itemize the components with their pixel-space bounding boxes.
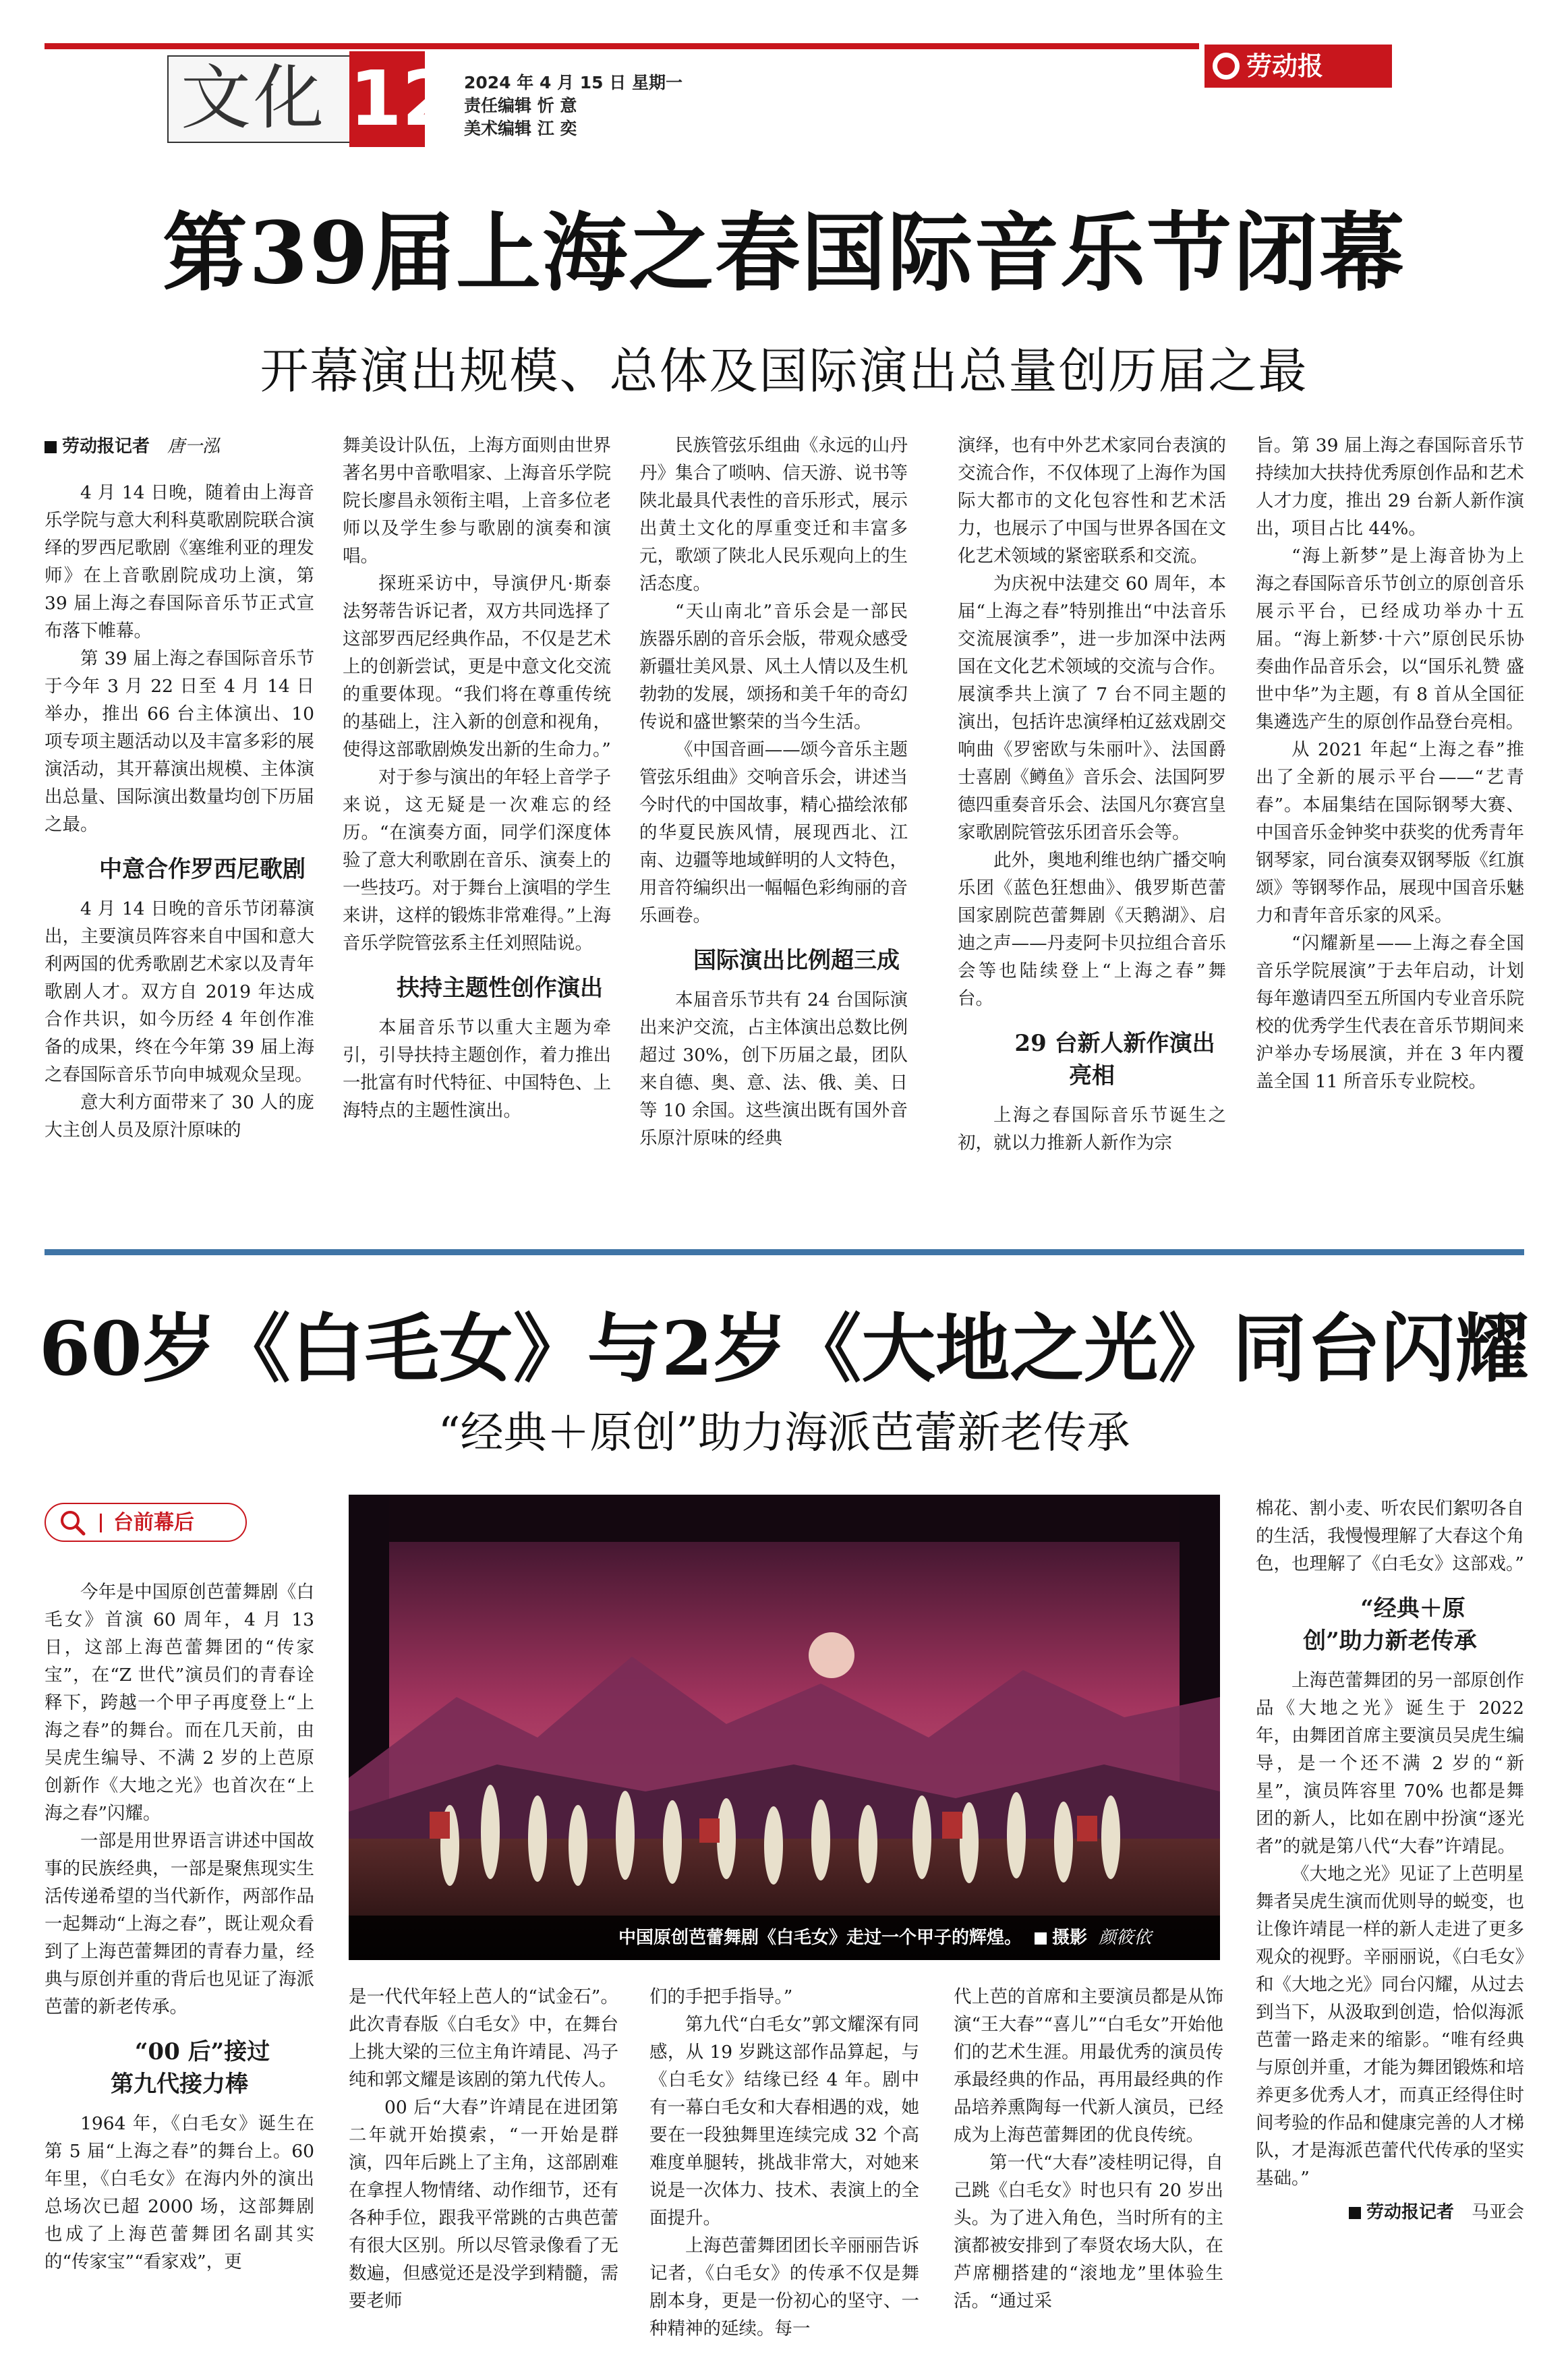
- ballet-photo: [349, 1495, 1220, 1960]
- article2-col4: [954, 1983, 1223, 2315]
- art-editor-line: 美术编辑 江 奕: [464, 119, 577, 138]
- article2-col5: [1256, 1495, 1524, 2227]
- ballet-stage-image: [349, 1495, 1220, 1960]
- paragraph: 代上芭的首席和主要演员都是从饰演“王大春”“喜儿”“白毛女”开始他们的艺术生涯。用最优秀的演员传承最经典的作品，再用最经典的作品培养熏陶每一代新人演员，已经成为上海芭蕾舞团的优良传统。: [954, 1986, 1223, 2146]
- paragraph: “闪耀新星——上海之春全国音乐学院展演”于去年启动，计划每年邀请四至五所国内专业音乐院校的优秀学生代表在音乐节期间来沪举办专场展演，并在 3 年内覆盖全国 11 所音乐专业院校。: [1256, 933, 1524, 1092]
- article2-headline: 60岁《白毛女》与2岁《大地之光》同台闪耀: [38, 1305, 1530, 1392]
- tag-divider: [100, 1514, 102, 1532]
- article1-col1: [45, 432, 314, 1144]
- paper-name: 劳动报: [1246, 51, 1324, 81]
- byline-square-icon: [45, 441, 57, 453]
- logo-icon: [1213, 53, 1240, 80]
- article1-byline: 劳动报记者 唐一泓: [45, 432, 314, 461]
- issue-date: 2024 年 4 月 15 日 星期一: [464, 73, 683, 92]
- paragraph: 1964 年，《白毛女》诞生在第 5 届“上海之春”的舞台上。60 年里，《白毛女》在海内外的演出总场次已超 2000 场，这部舞剧也成了上海芭蕾舞团名副其实的“传家宝”“看家戏”，更: [45, 2113, 314, 2272]
- subhead: 扶持主题性创作演出: [397, 975, 603, 1002]
- byline-name: 马亚会: [1471, 2202, 1524, 2222]
- paragraph: 上海芭蕾舞团的另一部原创作品《大地之光》诞生于 2022 年，由舞团首席主要演员吴虎生编导，是一个还不满 2 岁的“新星”，演员阵容里 70% 也都是舞团的新人，比如在剧中扮演“逐光者”的就是第八代“大春”许靖昆。: [1256, 1670, 1524, 1857]
- photo-credit-signature: 颜筱依: [1099, 1928, 1152, 1948]
- editor-line: 责任编辑 忻 意: [464, 96, 577, 115]
- tag-label: 台前幕后: [113, 1511, 194, 1534]
- subhead: 中意合作罗西尼歌剧: [99, 856, 306, 883]
- paragraph: 从 2021 年起“上海之春”推出了全新的展示平台——“艺青春”。本届集结在国际钢琴大赛、中国音乐金钟奖中获奖的优秀青年钢琴家，同台演奏双钢琴版《红旗颂》等钢琴作品，展现中国音乐魅力和青年音乐家的风采。: [1256, 739, 1524, 926]
- section-name: 文化: [167, 55, 349, 143]
- paragraph: 为庆祝中法建交 60 周年，本届“上海之春”特别推出“中法音乐交流展演季”，进一步加深中法两国在文化艺术领域的交流与合作。展演季共上演了 7 台不同主题的演出，包括许忠演绎柏辽兹戏剧交响曲《罗密欧与朱丽叶》、法国爵士喜剧《鳟鱼》音乐会、法国阿罗德四重奏音乐会、法国凡尔赛宫皇家歌剧院管弦乐团音乐会等。: [958, 573, 1226, 843]
- paragraph: 们的手把手指导。”: [649, 1986, 793, 2007]
- paragraph: 《中国音画——颂今音乐主题管弦乐组曲》交响音乐会，讲述当今时代的中国故事，精心描绘浓郁的华夏民族风情，展现西北、江南、边疆等地域鲜明的人文特色，用音符编织出一幅幅色彩绚丽的音乐画卷。: [639, 739, 908, 926]
- paragraph: 探班采访中，导演伊凡·斯泰法努蒂告诉记者，双方共同选择了这部罗西尼经典作品，不仅是艺术上的创新尝试，更是中意文化交流的重要体现。“我们将在尊重传统的基础上，注入新的创意和视角，使得这部歌剧焕发出新的生命力。”: [343, 573, 611, 760]
- subhead: “经典＋原创”助力新老传承: [1303, 1595, 1477, 1655]
- article1-subheadline: 开幕演出规模、总体及国际演出总量创历届之最: [260, 343, 1308, 399]
- paragraph: 今年是中国原创芭蕾舞剧《白毛女》首演 60 周年，4 月 13 日，这部上海芭蕾舞团的“传家宝”，在“Z 世代”演员们的青春诠释下，跨越一个甲子再度登上“上海之春”的舞台。而在几天前，由吴虎生编导、不满 2 岁的上芭原创新作《大地之光》也首次在“上海之春”闪耀。: [45, 1582, 314, 1824]
- byline-square-icon: [1349, 2207, 1361, 2219]
- article2-byline: 劳动报记者 马亚会: [1256, 2197, 1524, 2227]
- article2-subheadline: “经典＋原创”助力海派芭蕾新老传承: [438, 1408, 1130, 1458]
- paragraph: 4 月 14 日晚，随着由上海音乐学院与意大利科莫歌剧院联合演绎的罗西尼歌剧《塞维利亚的理发师》在上音歌剧院成功上演，第 39 届上海之春国际音乐节正式宣布落下帷幕。: [45, 482, 314, 641]
- paragraph: “天山南北”音乐会是一部民族器乐剧的音乐会版，带观众感受新疆壮美风景、风土人情以及生机勃勃的发展，颂扬和美千年的奇幻传说和盛世繁荣的当今生活。: [639, 601, 908, 732]
- paragraph: 《大地之光》见证了上芭明星舞者吴虎生演而优则导的蜕变，也让像许靖昆一样的新人走进了更多观众的视野。辛丽丽说，《白毛女》和《大地之光》同台闪耀，从过去到当下，从汲取到创造，恰似海派芭蕾一路走来的缩影。“唯有经典与原创并重，才能为舞团锻炼和培养更多优秀人才，而真正经得住时间考验的作品和健康完善的人才梯队，才是海派芭蕾代代传承的坚实基础。”: [1256, 1864, 1524, 2189]
- search-icon: [58, 1508, 88, 1538]
- paragraph: “海上新梦”是上海音协为上海之春国际音乐节创立的原创音乐展示平台，已经成功举办十五届。“海上新梦·十六”原创民乐协奏曲作品音乐会，以“国乐礼赞 盛世中华”为主题，有 8 首从全国征集遴选产生的原创作品登台亮相。: [1256, 546, 1524, 732]
- paragraph: 民族管弦乐组曲《永远的山丹丹》集合了唢呐、信天游、说书等陕北最具代表性的音乐形式，展示出黄土文化的厚重变迁和丰富多元，歌颂了陕北人民乐观向上的生活态度。: [639, 435, 908, 594]
- article1-col3: [639, 432, 908, 1152]
- article1-headline: 第39届上海之春国际音乐节闭幕: [162, 203, 1406, 303]
- paragraph: 第九代“白毛女”郭文耀深有同感，从 19 岁跳这部作品算起，与《白毛女》结缘已经 4 年。剧中有一幕白毛女和大春相遇的戏，她要在一段独舞里连续完成 32 个高难度单腿转，挑战非常大，对她来说是一次体力、技术、表演上的全面提升。: [649, 2014, 919, 2229]
- paragraph: 意大利方面带来了 30 人的庞大主创人员及原汁原味的: [45, 1092, 314, 1141]
- caption-text: 中国原创芭蕾舞剧《白毛女》走过一个甲子的辉煌。: [618, 1928, 1022, 1948]
- paragraph: 第一代“大春”凌桂明记得，自己跳《白毛女》时也只有 20 岁出头。为了进入角色，当时所有的主演都被安排到了奉贤农场大队，在芦席棚搭建的“滚地龙”里体验生活。“通过采: [954, 2152, 1223, 2311]
- subhead: 国际演出比例超三成: [693, 947, 900, 974]
- subhead: “00 后”接过第九代接力棒: [111, 2038, 270, 2098]
- article1-col5: [1256, 432, 1524, 1095]
- paragraph: 是一代代年轻上芭人的“试金石”。此次青春版《白毛女》中，在舞台上挑大梁的三位主角许靖昆、冯子纯和郭文耀是该剧的第九代传人。: [349, 1986, 618, 2090]
- page-number: 12: [349, 51, 425, 147]
- paragraph: 上海之春国际音乐节诞生之初，就以力推新人新作为宗: [958, 1105, 1226, 1153]
- paragraph: 演绎，也有中外艺术家同台表演的交流合作，不仅体现了上海作为国际大都市的文化包容性和艺术活力，也展示了中国与世界各国在文化艺术领域的紧密联系和交流。: [958, 435, 1226, 567]
- paragraph: 此外，奥地利维也纳广播交响乐团《蓝色狂想曲》、俄罗斯芭蕾国家剧院芭蕾舞剧《天鹅湖》、启迪之声——丹麦阿卡贝拉组合音乐会等也陆续登上“上海之春”舞台。: [958, 850, 1226, 1009]
- paragraph: 本届音乐节以重大主题为牵引，引导扶持主题创作，着力推出一批富有时代特征、中国特色、上海特点的主题性演出。: [343, 1017, 611, 1121]
- paragraph: 舞美设计队伍，上海方面则由世界著名男中音歌唱家、上海音乐学院院长廖昌永领衔主唱，上音多位老师以及学生参与歌剧的演奏和演唱。: [343, 435, 611, 567]
- paragraph: 4 月 14 日晚的音乐节闭幕演出，主要演员阵容来自中国和意大利两国的优秀歌剧艺术家以及青年歌剧人才。双方自 2019 年达成合作共识，如今历经 4 年创作准备的成果，终在今年第 39 届上海之春国际音乐节向申城观众呈现。: [45, 898, 314, 1085]
- paragraph: 上海芭蕾舞团团长辛丽丽告诉记者，《白毛女》的传承不仅是舞剧本身，更是一份初心的坚守、一种精神的延续。每一: [649, 2235, 919, 2339]
- article2-col2: [349, 1983, 618, 2315]
- paragraph: 对于参与演出的年轻上音学子来说，这无疑是一次难忘的经历。“在演奏方面，同学们深度体验了意大利歌剧在音乐、演奏上的一些技巧。对于舞台上演唱的学生来讲，这样的锻炼非常难得。”上海音乐学院管弦系主任刘照陆说。: [343, 767, 611, 954]
- paragraph: 旨。第 39 届上海之春国际音乐节持续加大扶持优秀原创作品和艺术人才力度，推出 29 台新人新作演出，项目占比 44%。: [1256, 435, 1524, 539]
- article2-col3: [649, 1983, 919, 2343]
- article1-col4: [958, 432, 1226, 1157]
- subhead: 29 台新人新作演出亮相: [1014, 1030, 1215, 1089]
- photo-caption: [349, 1916, 1220, 1960]
- article2-col1: [45, 1578, 314, 2276]
- byline-signature: 唐一泓: [167, 436, 221, 457]
- top-red-rule: [45, 43, 1199, 49]
- photo-credit: 摄影: [1052, 1928, 1088, 1948]
- paragraph: 本届音乐节共有 24 台国际演出来沪交流，占主体演出总数比例超过 30%，创下历届之最，团队来自德、奥、意、法、俄、美、日等 10 余国。这些演出既有国外音乐原汁原味的经典: [639, 989, 908, 1149]
- paragraph: 00 后“大春”许靖昆在进团第二年就开始摸索，“一开始是群演，四年后跳上了主角，这部剧难在拿捏人物情绪、动作细节，还有各种手位，跟我平常跳的古典芭蕾有很大区别。所以尽管录像看了无数遍，但感觉还是没学到精髓，需要老师: [349, 2097, 618, 2311]
- paragraph: 一部是用世界语言讲述中国故事的民族经典，一部是聚焦现实生活传递希望的当代新作，两部作品一起舞动“上海之春”，既让观众看到了上海芭蕾舞团的青春力量，经典与原创并重的背后也见证了海派芭蕾的新老传承。: [45, 1831, 314, 2017]
- caption-square-icon: [1035, 1932, 1047, 1945]
- paragraph: 第 39 届上海之春国际音乐节于今年 3 月 22 日至 4 月 14 日举办，推出 66 台主体演出、10 项专项主题活动以及丰富多彩的展演活动，其开幕演出规模、主体演出总量、国际演出数量均创下历届之最。: [45, 648, 314, 835]
- article1-col2: [343, 432, 611, 1124]
- section-divider-rule: [45, 1249, 1524, 1255]
- column-tag: [45, 1503, 247, 1542]
- paragraph: 棉花、割小麦、听农民们絮叨各自的生活，我慢慢理解了大春这个角色，也理解了《白毛女》这部戏。”: [1256, 1498, 1524, 1574]
